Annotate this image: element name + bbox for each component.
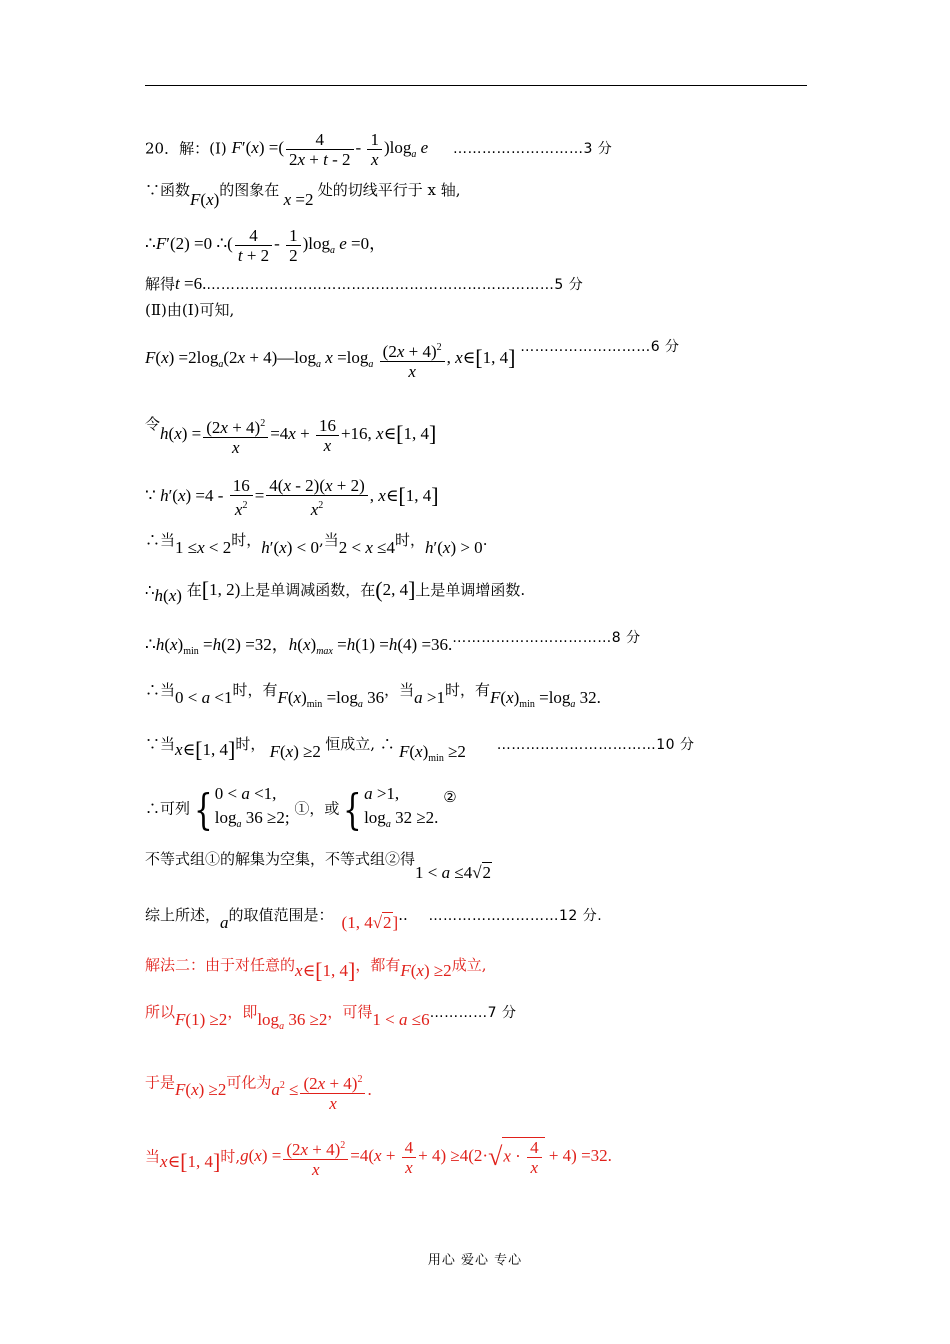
line-18: 所以F(1) ≥2，即$\log_a 36 \ge 2$，可得1 < a ≤6…………7 分 (145, 1003, 517, 1032)
line-13: ∵当x∈[1, 4]时， F(x) ≥2 恒成立, ∴ $F(x)_{min} \ge 2$ ……………………………10 分 (145, 735, 695, 764)
line-5: (Ⅱ)由(Ⅰ)可知, (145, 301, 235, 319)
header-rule (145, 85, 807, 86)
formula-g: g(x) = $\frac{(2x + 4)^2}{x}$ =4(x + $\frac{4}{x}$ + 4) ≥4(2·√x · $\frac{4}{x}$ + 4) =32. (240, 1138, 612, 1179)
line-11: $\therefore h(x)_{min} =h(2) =32$，$h(x)_{max} =h(1) =h(4)$ =36.……………………………8 分 (145, 630, 641, 657)
line-3 (145, 226, 386, 265)
line-1 (145, 130, 612, 169)
system-2: a >1, $\log_a 32 \ge 2$. (364, 784, 439, 830)
line-6: $F(x) =2\log_a(2x$ + $4)—\log_a$ $x =\log_a$ $\frac{(2x + 4)^2}{x}$ , x∈[1, 4] ………………………6 分 (145, 339, 680, 381)
page-footer: 用心 爱心 专心 (427, 1253, 523, 1268)
line-15: 不等式组①的解集为空集，不等式组②得1 < a ≤4√2 (145, 850, 492, 882)
line-9: ∴当1 ≤x < 2时，h′(x) < 0,当2 < x ≤4时，h′(x) > 0. (145, 531, 488, 557)
formula-condition: ∴F′(2) =0 ∴( $\frac{4}{t + 2}$ - $\frac{1}{2}$ )$\log_a$ e =0， (145, 226, 387, 265)
line-14: ∴可列{ 0 < a <1, $\log_a 36 \ge 2$; ①，或{ a >1, $\log_a 32 \ge 2$. ② (145, 782, 457, 837)
line-17: 解法二：由于对任意的x∈[1, 4]，都有F(x) ≥2成立, (145, 956, 487, 983)
line-8 (145, 476, 439, 519)
formula-h-extremes: $\therefore h(x)_{min} =h(2) =32$，$h(x)_{max} =h(1) =h(4) =36$. (145, 635, 453, 657)
points-3: ………………………3 分 (452, 141, 613, 158)
line-20: 当x∈[1, 4]时,g(x) = $\frac{(2x + 4)^2}{x}$ =4(x + $\frac{4}{x}$ + 4) ≥4(2·√x · $\frac{4}{x}$ + 4) =32. (145, 1138, 612, 1179)
line-2: ∵函数F(x)的图象在 x =2 处的切线平行于 x 轴, (145, 181, 461, 209)
line-12: ∴当0 < a <1时，有$F(x)_{min} =\log_a$ 36，当a >1时，有$F(x)_{min} =\log_a$ 32. (145, 681, 601, 710)
formula-h-derivative: ∵ h′(x) =4 - $\frac{16}{x^2}$ = $\frac{4(x - 2)(x + 2)}{x^2}$ , x∈[1, 4] (145, 476, 439, 519)
formula-h: h(x) = $\frac{(2x + 4)^2}{x}$ =4x + $\frac{16}{x}$ +16, x∈[1, 4] (160, 416, 437, 457)
line-16: 综上所述，a的取值范围是： (1, 4√2].. ………………………12 分. (145, 906, 603, 932)
formula-derivative: F′(x) =( $\frac{4}{2x + t - 2}$ - $\frac{1}{x}$ )$\log_a$ e (231, 130, 429, 169)
line-10: ∴h(x) 在[1, 2)上是单调减函数，在(2, 4]上是单调增函数. (145, 577, 526, 605)
system-1: 0 < a <1, $\log_a 36 \ge 2$; (214, 784, 290, 830)
formula-F: $F(x) =2\log_a(2x$ + $4)—\log_a$ $x =\log_a$ $\frac{(2x + 4)^2}{x}$ , x∈[1, 4] (145, 348, 515, 367)
line-7: 令h(x) = $\frac{(2x + 4)^2}{x}$ =4x + $\frac{16}{x}$ +16, x∈[1, 4] (145, 415, 437, 457)
problem-number: 20．解：(Ⅰ) (145, 139, 227, 158)
line-19: 于是F(x) ≥2可化为$a^2$ ≤ $\frac{(2x + 4)^2}{x}$ . (145, 1062, 372, 1105)
line-4: 解得t =6.………………………………………………………………5 分 (145, 274, 584, 293)
